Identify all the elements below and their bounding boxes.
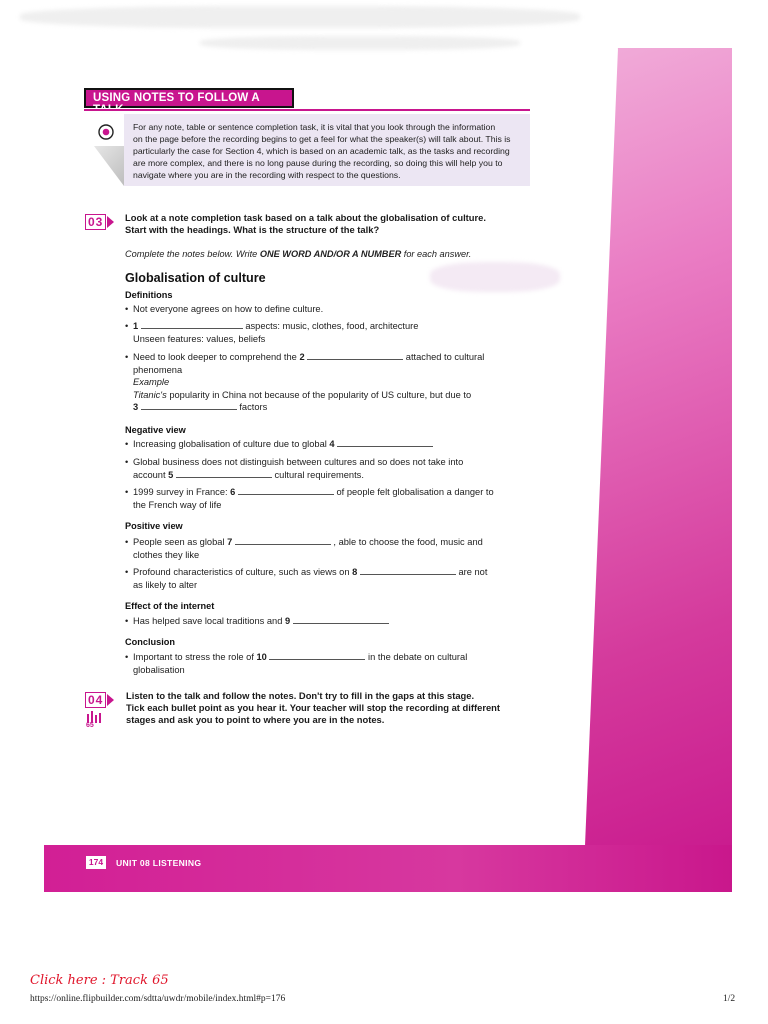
answer-blank-6[interactable] (238, 487, 334, 495)
footer-band (44, 845, 732, 892)
gap-number: 8 (352, 567, 358, 577)
answer-blank-1[interactable] (141, 321, 243, 329)
bullet-text: Unseen features: values, beliefs (133, 333, 266, 344)
gap-number: 3 (133, 402, 139, 413)
note-bullet: • Has helped save local traditions and 9 (133, 615, 389, 628)
bullet-text: , able to choose the food, music and (330, 537, 483, 547)
gap-number: 5 (168, 469, 174, 480)
bullet-text: phenomena (133, 364, 183, 375)
bullet-text: 1999 survey in France: (133, 487, 231, 497)
bullet-text: People seen as global (133, 537, 228, 547)
task04-instruction (126, 690, 500, 726)
answer-blank-7[interactable] (235, 537, 331, 545)
bullet-text: Increasing globalisation of culture due to global (133, 439, 330, 449)
page-number: 174 (86, 856, 106, 869)
bullet-text: Need to look deeper to comprehend the (133, 352, 300, 362)
tip-line: are more complex, and there is no long pause during the recording, so doing this will help you to (133, 158, 503, 168)
sub-instruction-text: Complete the notes below. Write (125, 249, 260, 259)
heading-conclusion: Conclusion (125, 637, 176, 647)
bullet-text: cultural requirements. (271, 469, 364, 480)
sub-instruction-text: for each answer. (401, 249, 472, 259)
answer-blank-9[interactable] (293, 616, 389, 624)
bullet-text: clothes they like (133, 549, 200, 560)
gap-number: 9 (284, 616, 291, 626)
bullet-text: in the debate on cultural (365, 652, 468, 662)
example-label: Example (133, 377, 170, 388)
gap-number: 10 (256, 652, 267, 662)
heading-definitions: Definitions (125, 290, 173, 300)
bullet-text: Has helped save local traditions and (133, 616, 285, 626)
gap-number: 4 (329, 439, 335, 449)
bullet-text: Important to stress the role of (133, 652, 257, 662)
note-bullet: • Global business does not distinguish between cultures and so does not take into account 5 cultural requirements. (125, 457, 464, 480)
answer-blank-4[interactable] (337, 439, 433, 447)
arrow-icon (107, 216, 114, 228)
bullet-text: Not everyone agrees on how to define culture. (133, 304, 324, 314)
sub-instruction-bold: ONE WORD AND/OR A NUMBER (259, 249, 402, 259)
track-link[interactable]: Click here : Track 65 (30, 973, 169, 988)
heading-positive: Positive view (125, 521, 183, 531)
bullet-text: the French way of life (133, 499, 222, 510)
section-title: USING NOTES TO FOLLOW A (84, 88, 294, 108)
target-icon (98, 124, 114, 140)
bullet-text: attached to cultural (403, 352, 485, 362)
scan-smudge (200, 36, 520, 50)
task03-instruction-line: Start with the headings. What is the structure of the talk? (125, 224, 380, 235)
scan-smudge (430, 262, 560, 292)
bullet-text: of people felt globalisation a danger to (333, 487, 494, 497)
bullet-text: account (133, 469, 169, 480)
bullet-text: globalisation (133, 664, 185, 675)
gap-number: 6 (230, 487, 236, 497)
bullet-text: are not (455, 567, 488, 577)
audio-track-number: 65 (86, 722, 94, 729)
gap-number: 1 (133, 321, 139, 331)
tip-line: navigate where you are in the recording with respect to the questions. (133, 170, 401, 180)
tip-line: particularly the case for Section 4, which is based on an academic talk, as the tasks and recording (133, 146, 510, 156)
answer-blank-8[interactable] (360, 567, 456, 575)
scan-smudge (20, 6, 580, 28)
note-bullet: • Not everyone agrees on how to define culture. (125, 304, 324, 314)
bullet-text: aspects: music, clothes, food, architecture (242, 321, 419, 331)
note-bullet: • Important to stress the role of 10 in the debate on cultural globalisation (125, 652, 468, 675)
note-bullet: • 1999 survey in France: 6 of people felt globalisation a danger to the French way of life (125, 487, 494, 510)
film-title: Titanic's (133, 389, 167, 400)
heading-internet: Effect of the internet (125, 601, 215, 611)
unit-label: UNIT 08 LISTENING (116, 858, 202, 868)
task03-instruction-line: Look at a note completion task based on a talk about the globalisation of culture. (125, 212, 486, 223)
heading-negative: Negative view (125, 425, 186, 435)
task04-instruction-line: stages and ask you to point to where you are in the notes. (126, 714, 385, 725)
note-bullet: • 1 aspects: music, clothes, food, architecture Unseen features: values, beliefs (125, 321, 419, 344)
note-bullet: • Need to look deeper to comprehend the 2 attached to cultural phenomena Example Titanic's popularity in China not because of the popularity of US culture, but due to 3 factors (125, 352, 485, 413)
bullet-text: Global business does not distinguish between cultures and so does not take into (133, 457, 464, 467)
gap-number: 2 (299, 352, 305, 362)
bullet-text: popularity in China not because of the popularity of US culture, but due to (166, 389, 472, 400)
task03-sub-instruction (125, 249, 471, 259)
note-bullet: • Profound characteristics of culture, such as views on 8 are not as likely to alter (125, 567, 488, 590)
notes-title: Globalisation of culture (125, 271, 266, 285)
tip-line: on the page before the recording begins to get a feel for what the speaker(s) will talk about. This is (133, 134, 511, 144)
source-url[interactable]: https://online.flipbuilder.com/sdtta/uwdr/mobile/index.html#p=176 (30, 994, 286, 1004)
note-bullet: • Increasing globalisation of culture due to global 4 (133, 438, 433, 451)
gap-number: 7 (227, 537, 233, 547)
title-underline (84, 109, 530, 111)
task03-instruction (125, 212, 486, 236)
tip-line: For any note, table or sentence completion task, it is vital that you look through the information (133, 122, 496, 132)
arrow-icon (107, 694, 114, 706)
task04-instruction-line: Listen to the talk and follow the notes. Don't try to fill in the gaps at this stage. (126, 690, 475, 701)
task-number-label: 04 (85, 692, 106, 708)
answer-blank-3[interactable] (141, 402, 237, 410)
tip-box (124, 114, 530, 186)
task-number-04 (85, 692, 114, 708)
task-number-label: 03 (85, 214, 106, 230)
answer-blank-10[interactable] (269, 652, 365, 660)
bullet-text: factors (236, 402, 268, 413)
bullet-text: Profound characteristics of culture, such as views on (133, 567, 353, 577)
answer-blank-5[interactable] (176, 470, 272, 478)
bullet-text: as likely to alter (133, 579, 198, 590)
note-bullet: • People seen as global 7 , able to choose the food, music and clothes they like (125, 537, 483, 560)
answer-blank-2[interactable] (307, 352, 403, 360)
print-page-count: 1/2 (723, 994, 736, 1004)
task-number-03 (85, 214, 114, 230)
task04-instruction-line: Tick each bullet point as you hear it. Your teacher will stop the recording at different (126, 702, 501, 713)
